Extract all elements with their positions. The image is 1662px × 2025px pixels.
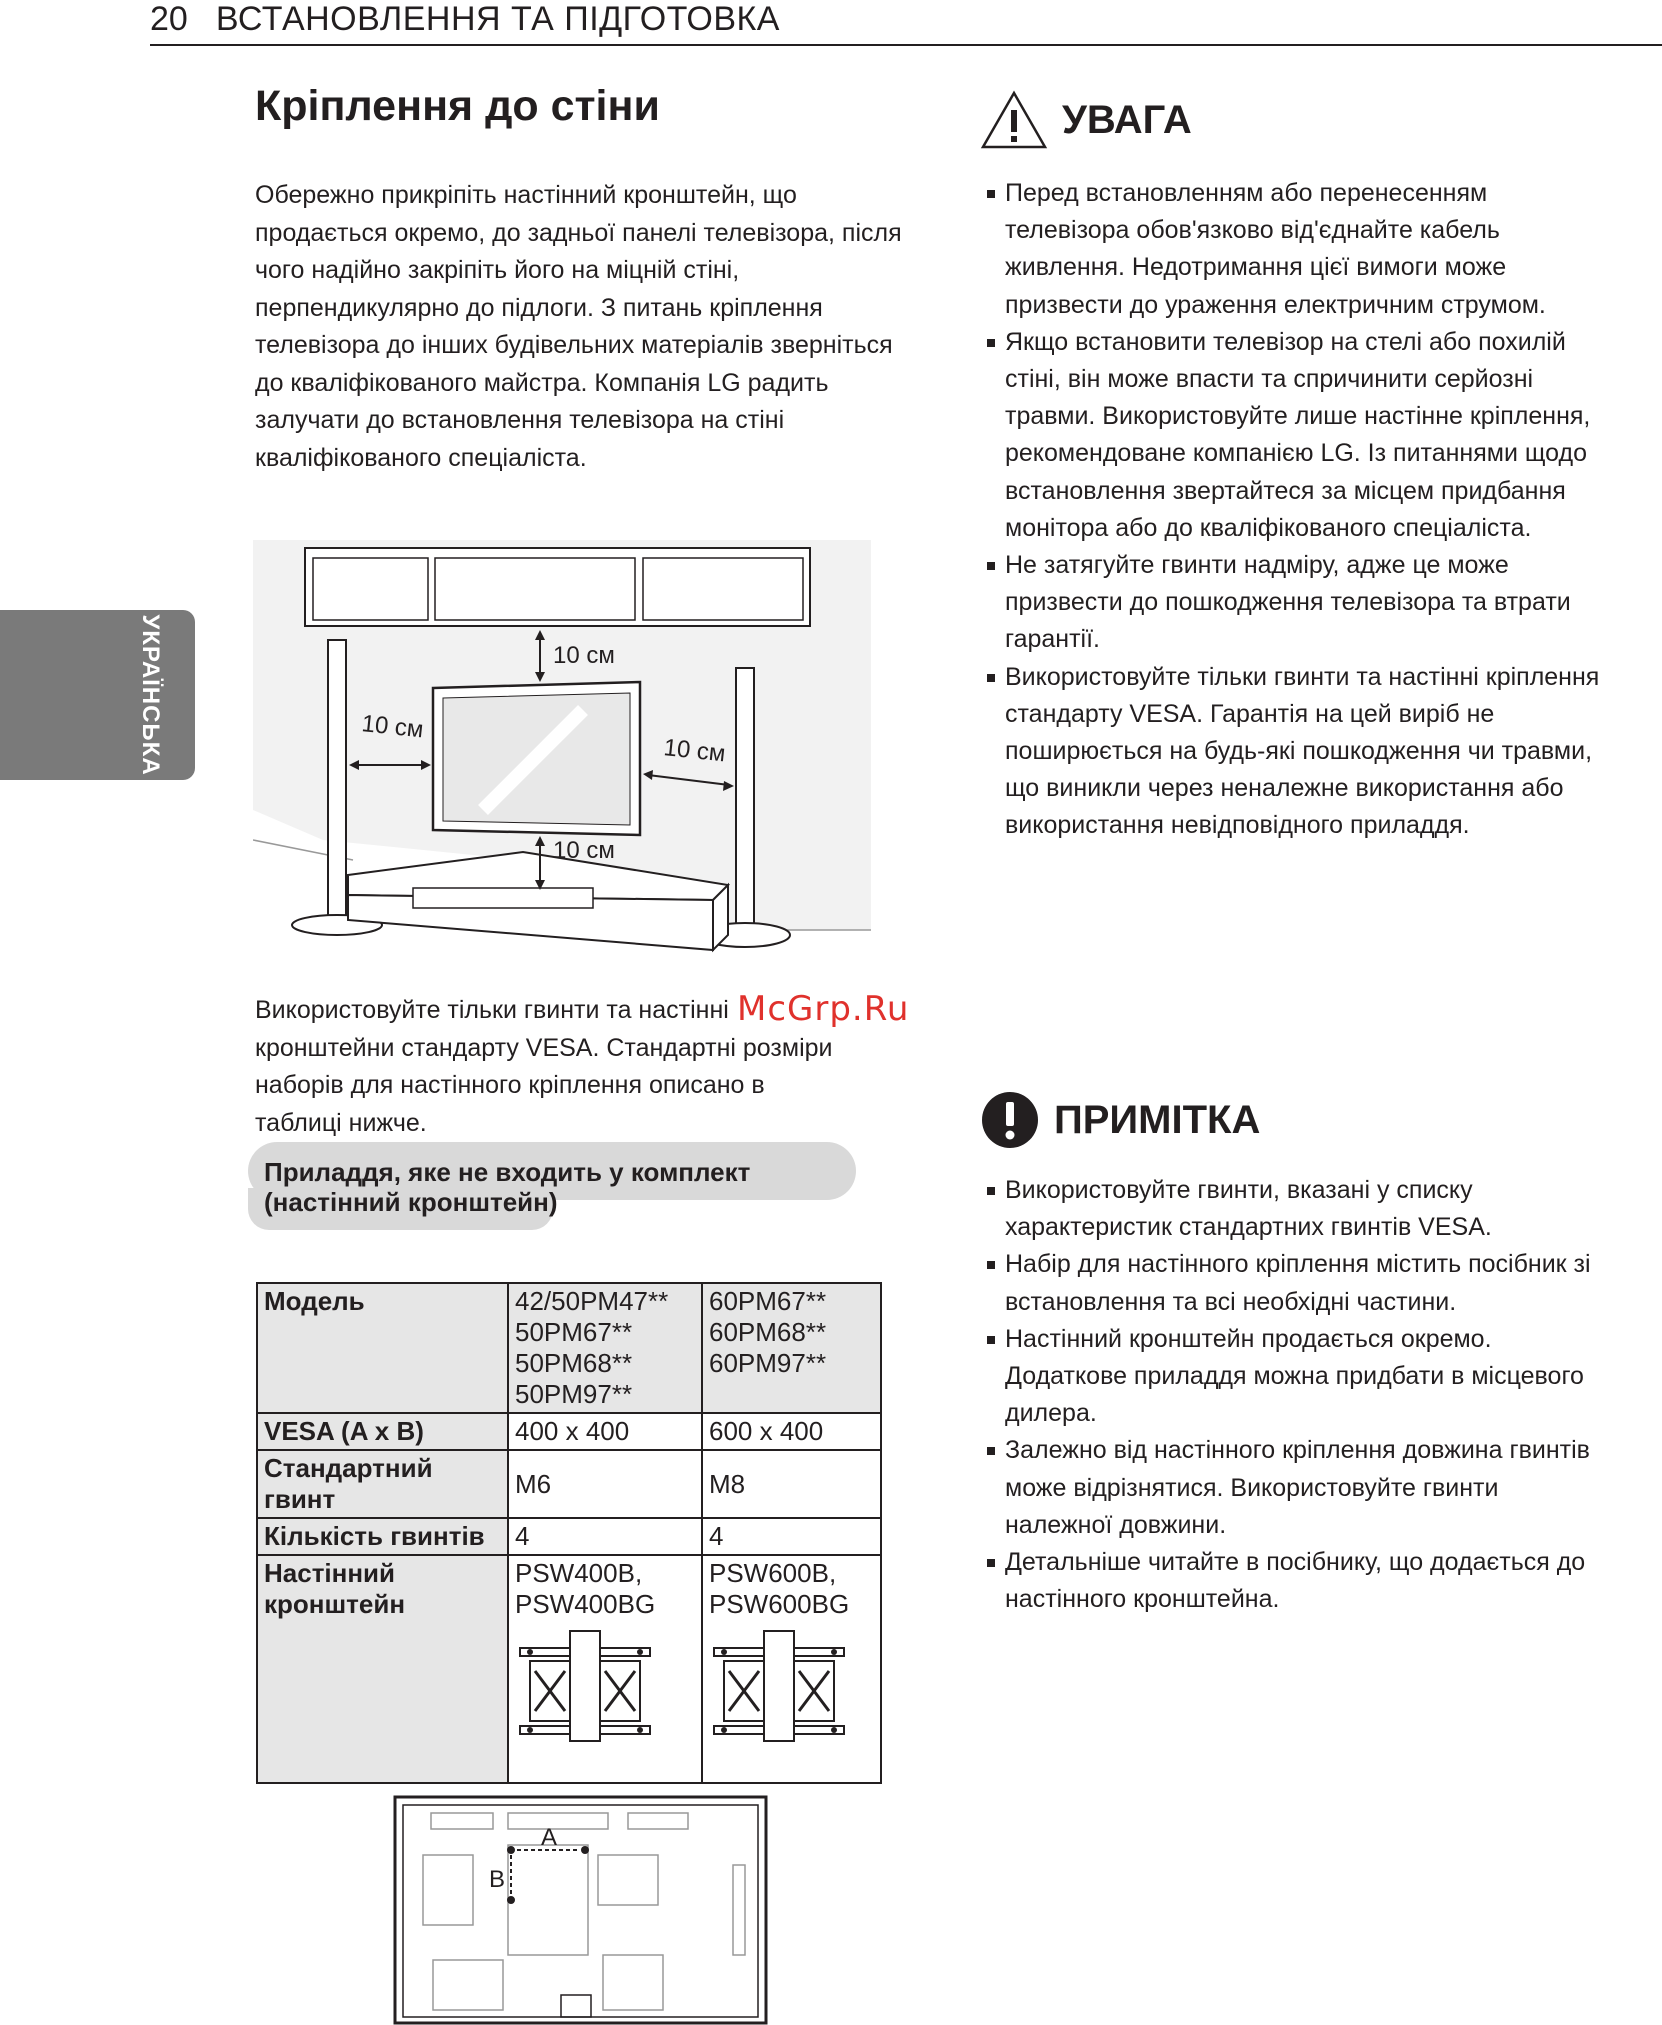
- caution-title: УВАГА: [1062, 97, 1192, 142]
- wall-bracket-image: [709, 1626, 849, 1746]
- exclamation-circle-icon: [980, 1090, 1040, 1150]
- list-item: Детальніше читайте в посібнику, що додається до настінного кронштейна.: [985, 1544, 1605, 1618]
- list-item: Використовуйте гвинти, вказані у списку характеристик стандартних гвинтів VESA.: [985, 1172, 1605, 1246]
- cell-screw-1: M6: [508, 1450, 702, 1518]
- page-number: 20: [150, 0, 188, 38]
- label-b: B: [489, 1866, 506, 1893]
- cell-bracket-2: [702, 1555, 881, 1783]
- list-item: Якщо встановити телевізор на стелі або похилій стіні, він може впасти та спричинити серйозні травми. Використовуйте лише настінне кріплення, рекомендоване компанією LG. Із питаннями щодо встановлення звертайтеся за місцем придбання монітора або до кваліфікованого спеціаліста.: [985, 324, 1605, 547]
- table-row: [257, 1518, 881, 1555]
- label-right: 10 см: [662, 734, 727, 768]
- intro-paragraph: Обережно прикріпіть настінний кронштейн, що продається окремо, до задньої панелі телевізора, після чого надійно закріпіть його на міцній стіні, перпендикулярно до підлоги. З питань кріплення телевізора до інших будівельних матеріалів зверніться до кваліфікованого майстра. Компанія LG радить залучати до встановлення телевізора на стіні кваліфікованого спеціаліста.: [255, 181, 902, 472]
- bracket-model-2: PSW600B, PSW600BG: [709, 1558, 850, 1619]
- cell-vesa-1: 400 x 400: [508, 1413, 702, 1450]
- chapter-title: ВСТАНОВЛЕННЯ ТА ПІДГОТОВКА: [215, 0, 780, 38]
- section-title: Кріплення до стіни: [255, 82, 660, 130]
- label-bottom: 10 см: [553, 837, 615, 864]
- row-label: VESA (A x B): [257, 1413, 508, 1450]
- watermark: McGrp.Ru: [737, 989, 910, 1029]
- vesa-paragraph: Використовуйте тільки гвинти та настінні кронштейни стандарту VESA. Стандартні розміри наборів для настінного кріплення описано в таблиці нижче.: [255, 996, 833, 1137]
- cell-models-2: 60PM67** 60PM68** 60PM97**: [702, 1283, 881, 1413]
- caution-header: [980, 90, 1192, 150]
- cell-models-1: 42/50PM47** 50PM67** 50PM68** 50PM97**: [508, 1283, 702, 1413]
- language-tab: [0, 610, 195, 780]
- bracket-model-1: PSW400B, PSW400BG: [515, 1558, 656, 1619]
- table-row: [257, 1413, 881, 1450]
- left-speaker: [328, 640, 346, 920]
- caution-list: [985, 175, 1605, 845]
- language-tab-label: УКРАЇНСЬКА: [137, 614, 164, 776]
- header-rule: [150, 44, 1662, 46]
- cell-count-1: 4: [508, 1518, 702, 1555]
- vesa-spec-table: [256, 1282, 882, 1784]
- row-label: Настінний кронштейн: [257, 1555, 508, 1783]
- cell-bracket-1: [508, 1555, 702, 1783]
- list-item: Не затягуйте гвинти надміру, адже це може призвести до пошкодження телевізора та втрати гарантії.: [985, 547, 1605, 659]
- note-header: [980, 1090, 1260, 1150]
- page-header: [150, 0, 780, 44]
- table-row: [257, 1450, 881, 1518]
- row-label: Стандартний гвинт: [257, 1450, 508, 1518]
- wall-mount-clearance-diagram: [253, 540, 871, 965]
- row-label: Кількість гвинтів: [257, 1518, 508, 1555]
- note-list: [985, 1172, 1605, 1618]
- warning-triangle-icon: [980, 90, 1048, 150]
- label-left: 10 см: [360, 710, 425, 744]
- cell-screw-2: M8: [702, 1450, 881, 1518]
- label-a: A: [541, 1824, 558, 1851]
- label-top: 10 см: [553, 642, 615, 669]
- list-item: Набір для настінного кріплення містить посібник зі встановлення та всі необхідні частини.: [985, 1246, 1605, 1320]
- note-title: ПРИМІТКА: [1054, 1097, 1261, 1142]
- wall-bracket-image: [515, 1626, 655, 1746]
- table-row: [257, 1283, 881, 1413]
- tv-back-panel-diagram: [393, 1795, 768, 2025]
- cell-count-2: 4: [702, 1518, 881, 1555]
- right-speaker: [736, 668, 754, 933]
- row-label: Модель: [257, 1283, 508, 1413]
- list-item: Настінний кронштейн продається окремо. Додаткове приладдя можна придбати в місцевого дилера.: [985, 1321, 1605, 1433]
- table-row: [257, 1555, 881, 1783]
- accessory-heading: Приладдя, яке не входить у комплект (настінний кронштейн): [264, 1157, 751, 1217]
- list-item: Використовуйте тільки гвинти та настінні кріплення стандарту VESA. Гарантія на цей виріб не поширюється на будь-які пошкодження чи травми, що виникли через неналежне використання або використання невідповідного приладдя.: [985, 659, 1605, 845]
- list-item: Залежно від настінного кріплення довжина гвинтів може відрізнятися. Використовуйте гвинти належної довжини.: [985, 1432, 1605, 1544]
- list-item: Перед встановленням або перенесенням телевізора обов'язково від'єднайте кабель живлення. Недотримання цієї вимоги може призвести до ураження електричним струмом.: [985, 175, 1605, 324]
- cell-vesa-2: 600 x 400: [702, 1413, 881, 1450]
